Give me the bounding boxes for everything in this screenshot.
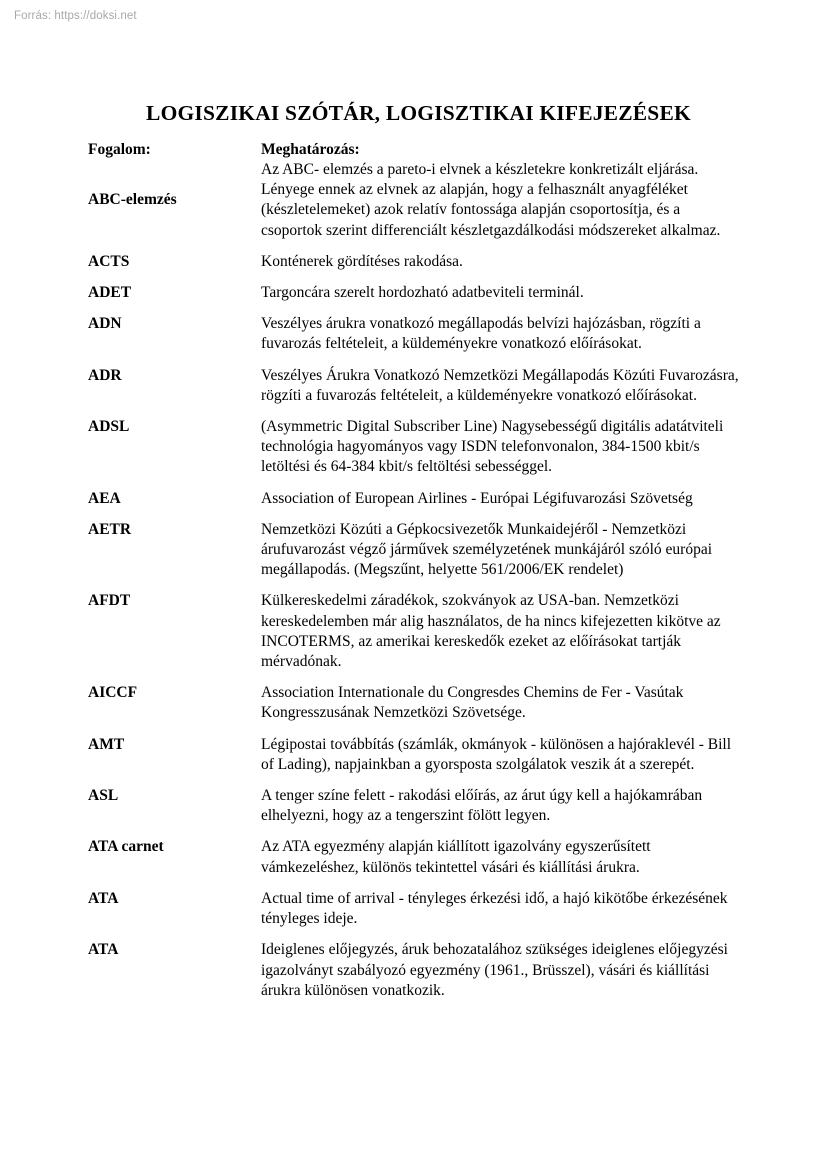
glossary-row [88,735,743,786]
glossary-row [88,940,743,1012]
glossary-row [88,417,743,489]
glossary-term: AICCF [88,684,138,702]
glossary-definition: Légipostai továbbítás (számlák, okmányok - különösen a hajóraklevél - Bill of Lading), napjainkban a gyorsposta szolgálatok veszik át a szerepét. [261,735,732,773]
glossary-term: ATA [88,889,119,907]
glossary-row [88,520,743,592]
glossary-term: ADN [88,315,122,333]
table-header-row [88,140,743,160]
glossary-term: ADET [88,284,132,302]
glossary-row [88,366,743,417]
glossary-definition: A tenger színe felett - rakodási előírás, az árut úgy kell a hajókamrában elhelyezni, hogy az a tengerszint fölött legyen. [261,787,703,825]
glossary-definition: Actual time of arrival - tényleges érkezési idő, a hajó kikötőbe érkezésének tényleges ideje. [261,889,728,928]
glossary-term: ADR [88,366,122,384]
glossary-row [88,683,743,734]
glossary-definition: Az ATA egyezmény alapján kiállított igazolvány egyszerűsített vámkezeléshez, különös tekintettel vásári és kiállítási árukra. [261,838,651,876]
glossary-row [88,837,743,888]
glossary-term: AETR [88,520,132,538]
glossary-definition: Ideiglenes előjegyzés, áruk behozatalához szükséges ideiglenes előjegyzési igazolványt szabályozó egyezmény (1961., Brüsszel), vásári és kiállítási árukra különösen vonatkozik. [261,941,728,999]
column-header-term: Fogalom: [88,141,151,158]
glossary-row [88,160,743,252]
glossary-term: ASL [88,787,119,805]
document-content [88,100,743,1012]
glossary-term: ABC-elemzés [88,191,177,209]
glossary-definition: Az ABC- elemzés a pareto-i elvnek a készletekre konkretizált eljárása. Lényege ennek az elvnek az alapján, hogy a felhasznált anyagféléket (készletelemeket) azok relatív fontossága alapján csoportosítja, és a csoportok szerint differenciált készletgazdálkodási módszereket alkalmaz. [261,161,721,239]
glossary-row [88,314,743,365]
glossary-row [88,283,743,314]
glossary-definition: Külkereskedelmi záradékok, szokványok az USA-ban. Nemzetközi kereskedelemben már alig használatos, de ha nincs kifejezetten kikötve az INCOTERMS, az amerikai kereskedők ezeket az előírásokat tartják mérvadónak. [261,592,721,671]
glossary-term: AEA [88,489,121,507]
glossary-term: ADSL [88,418,130,436]
glossary-row [88,489,743,520]
glossary-definition: Veszélyes árukra vonatkozó megállapodás belvízi hajózásban, rögzíti a fuvarozás feltételeit, a küldeményekre vonatkozó előírásokat. [261,315,701,353]
glossary-definition: Association of European Airlines - Európai Légifuvarozási Szövetség [261,489,693,507]
glossary-term: ATA [88,941,119,959]
glossary-table [88,140,743,1012]
glossary-term: AMT [88,735,125,753]
glossary-row [88,252,743,283]
source-watermark: Forrás: https://doksi.net [14,10,137,22]
glossary-term: ATA carnet [88,838,164,856]
column-header-definition: Meghatározás: [261,141,360,158]
glossary-row [88,786,743,837]
glossary-row [88,889,743,940]
glossary-definition: Nemzetközi Közúti a Gépkocsivezetők Munkaidejéről - Nemzetközi árufuvarozást végző járművek személyzetének munkájáról szóló európai megállapodás. (Megszűnt, helyette 561/2006/EK rendelet) [261,520,713,579]
glossary-row [88,591,743,683]
glossary-definition: Konténerek gördítéses rakodása. [261,252,463,270]
glossary-term: AFDT [88,592,131,610]
glossary-definition: Veszélyes Árukra Vonatkozó Nemzetközi Megállapodás Közúti Fuvarozásra, rögzíti a fuvarozás feltételeit, a küldeményekre vonatkozó előírásokat. [261,366,739,404]
glossary-definition: Targoncára szerelt hordozható adatbeviteli terminál. [261,284,584,302]
glossary-body [88,160,743,1012]
glossary-term: ACTS [88,252,130,270]
glossary-definition: Association Internationale du Congresdes Chemins de Fer - Vasútak Kongresszusának Nemzetközi Szövetsége. [261,684,684,722]
glossary-definition: (Asymmetric Digital Subscriber Line) Nagysebességű digitális adatátviteli technológia hagyományos vagy ISDN telefonvonalon, 384-1500 kbit/s letöltési és 64-384 kbit/s feltöltési sebességgel. [261,418,724,476]
page-title: LOGISZIKAI SZÓTÁR, LOGISZTIKAI KIFEJEZÉSEK [146,101,691,125]
